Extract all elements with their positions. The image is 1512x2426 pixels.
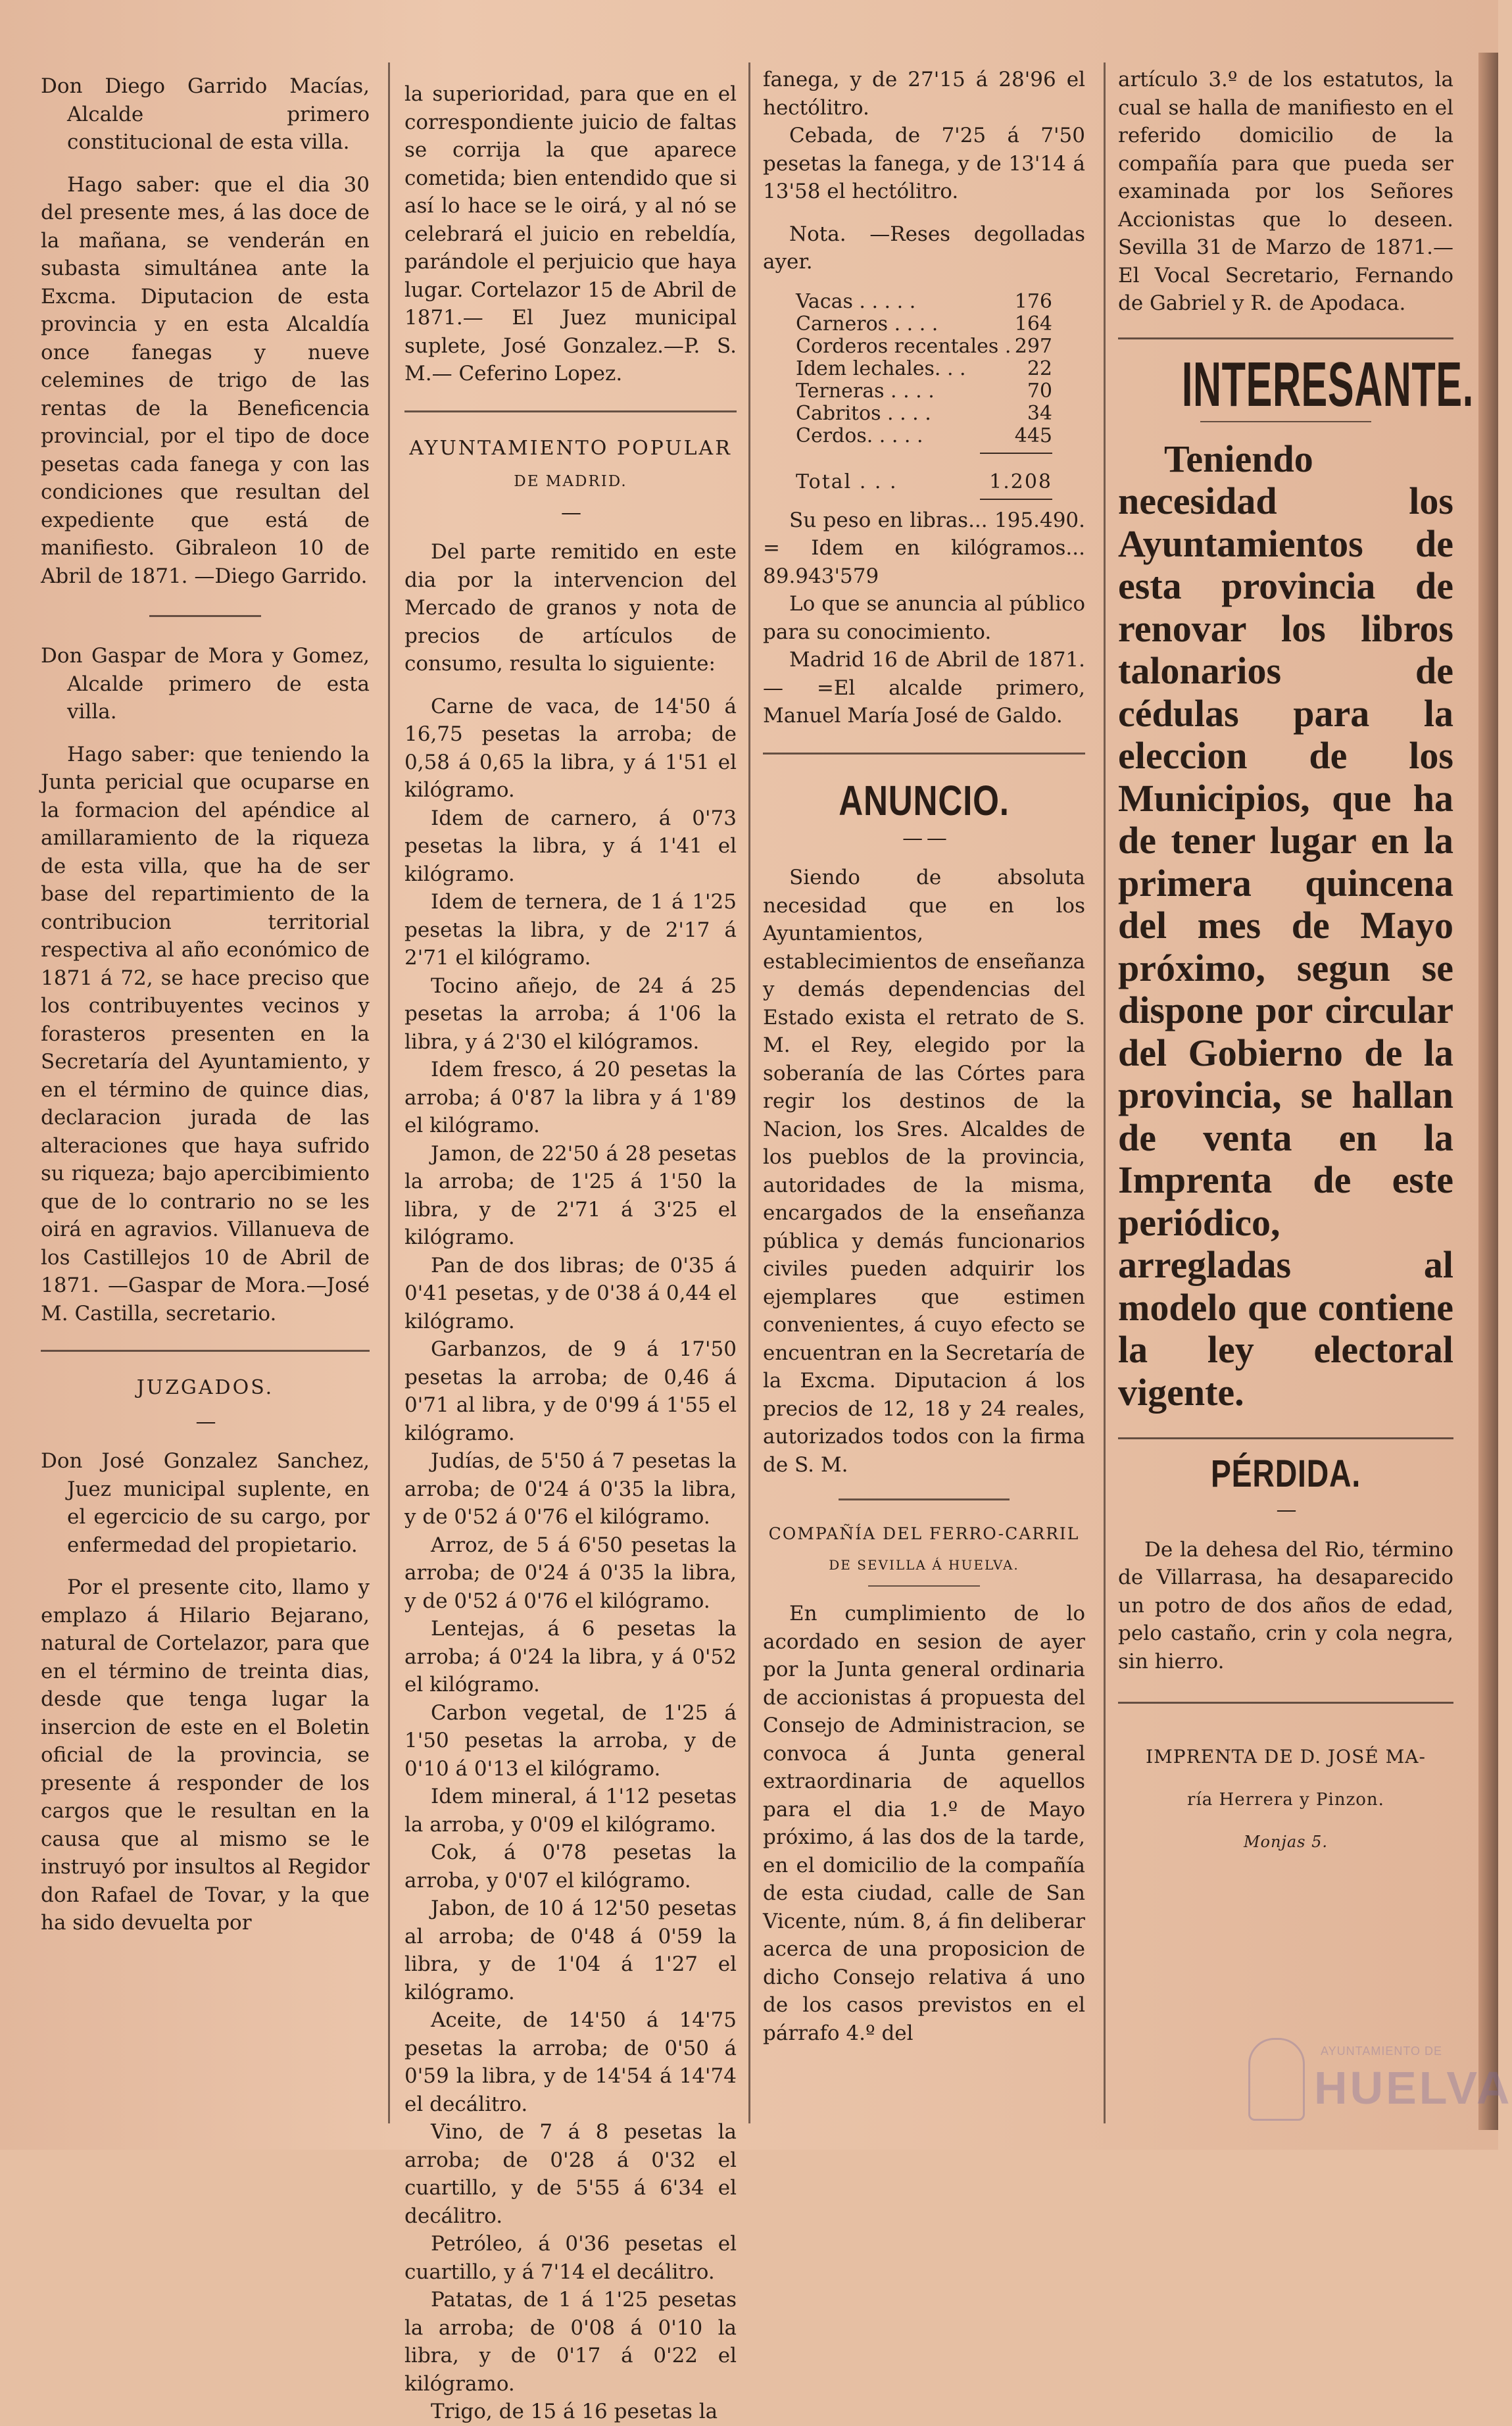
price-item: Idem mineral, á 1'12 pesetas la arroba, y 0'09 el kilógramo.	[404, 1785, 737, 1837]
price-item: Carne de vaca, de 14'50 á 16,75 pesetas la arroba; de 0,58 á 0,65 la libra, y á 1'51 el kilógramo.	[404, 694, 737, 802]
reses-row: Cerdos. . . . . 445	[796, 424, 1052, 447]
nota-title: Nota. —Reses degolladas ayer.	[763, 222, 1085, 274]
price-item: Judías, de 5'50 á 7 pesetas la arroba; de 0'24 á 0'35 la libra, y de 0'52 á 0'76 el kilógramo.	[404, 1449, 737, 1529]
column-rule	[388, 62, 390, 2123]
separator	[1118, 1437, 1453, 1439]
separator	[763, 753, 1085, 755]
notice-header: Don Diego Garrido Macías, Alcalde primero constitucional de esta villa.	[41, 74, 370, 154]
interesante-body: Teniendo necesidad los Ayuntamientos de esta provincia de renovar los libros talonarios de cédulas para la eleccion de los Municipios, que ha de tener lugar en la primera quincena del mes de Mayo próximo, segun se dispone por circular del Gobierno de la provincia, se hallan de venta en la Imprenta de este periódico, arregladas al modelo que contiene la ley electoral vigente.	[1118, 437, 1453, 1414]
price-item: Trigo, de 15 á 16 pesetas la	[431, 2400, 718, 2423]
reses-total: Total . . . 1.208	[796, 470, 1052, 493]
column-rule	[748, 62, 750, 2123]
reses-row: Vacas . . . . . 176	[796, 289, 1052, 313]
separator	[868, 1585, 980, 1587]
column-1	[41, 72, 370, 2123]
imprenta-line: Monjas 5.	[1243, 1833, 1329, 1851]
reses-row: Idem lechales. . . 22	[796, 357, 1052, 380]
company-title: COMPAÑÍA DEL FERRO-CARRIL	[768, 1524, 1080, 1543]
column-3	[763, 66, 1085, 2123]
section-title: JUZGADOS.	[136, 1376, 274, 1399]
notice-body: Hago saber: que teniendo la Junta pericial que ocuparse en la formacion del apéndice al amillaramiento de la riqueza de esta villa, que ha de ser base del repartimiento de la contribucion territorial respectiva al año económico de 1871 á 72, se hace preciso que los contribuyentes vecinos y forasteros presenten en la Secretaría del Ayuntamiento, y en el término de quince dias, declaracion jurada de las alteraciones que haya sufrido su riqueza; bajo apercibimiento que de lo contrario no se les oirá en agravios. Villanueva de los Castillejos 10 de Abril de 1871. —Gaspar de Mora.—José M. Castilla, secretario.	[41, 742, 370, 1325]
sum-line	[980, 499, 1052, 500]
separator	[1118, 1702, 1453, 1704]
section-dash: —	[1276, 1498, 1296, 1522]
separator	[1200, 421, 1371, 422]
reses-table	[796, 291, 1085, 500]
price-list	[404, 693, 737, 2426]
separator	[404, 410, 737, 412]
company-subtitle: DE SEVILLA Á HUELVA.	[829, 1556, 1019, 1573]
imprenta-line: IMPRENTA DE D. JOSÉ MA-	[1146, 1746, 1426, 1768]
reses-row: Terneras . . . . 70	[796, 379, 1052, 403]
price-item: Tocino añejo, de 24 á 25 pesetas la arroba; á 1'06 la libra, y á 2'30 el kilógramos.	[404, 974, 737, 1054]
notice-header: Don José Gonzalez Sanchez, Juez municipal suplente, en el egercicio de su cargo, por enfermedad del propietario.	[41, 1449, 370, 1557]
market-intro: Del parte remitido en este dia por la intervencion del Mercado de granos y nota de precios de artículos de consumo, resulta lo siguiente:	[404, 540, 737, 676]
price-item: Carbon vegetal, de 1'25 á 1'50 pesetas la arroba, y de 0'10 á 0'13 el kilógramo.	[404, 1700, 737, 1781]
anuncia-text: Lo que se anuncia al público para su conocimiento.	[763, 592, 1085, 644]
section-subtitle: DE MADRID.	[514, 473, 627, 490]
separator	[839, 1498, 1010, 1500]
price-item: Cok, á 0'78 pesetas la arroba, y 0'07 el kilógramo.	[404, 1841, 737, 1893]
perdida-body: De la dehesa del Rio, término de Villarrasa, ha desaparecido un potro de dos años de edad, pelo castaño, crin y cola negra, sin hierro.	[1118, 1537, 1453, 1673]
separator	[1118, 337, 1453, 339]
reses-row: Cabritos . . . . 34	[796, 401, 1052, 425]
price-item: Petróleo, á 0'36 pesetas el cuartillo, y á 7'14 el decálitro.	[404, 2232, 737, 2284]
price-item: Pan de dos libras; de 0'35 á 0'41 pesetas, y de 0'38 á 0,44 el kilógramo.	[404, 1253, 737, 1333]
column-4	[1118, 66, 1474, 2123]
stamp-big-text: HUELVA	[1314, 2062, 1512, 2114]
sum-line	[980, 453, 1052, 454]
notice-body: Hago saber: que el dia 30 del presente mes, á las doce de la mañana, se venderán en subasta simultánea ante la Excma. Diputacion de esta provincia y en esta Alcaldía once fanegas y nueve celemines de trigo de las rentas de la Beneficencia provincial, por el tipo de doce pesetas cada fanega y con las condiciones que resultan del expediente que está de manifiesto. Gibraleon 10 de Abril de 1871. —Diego Garrido.	[41, 172, 370, 588]
continuation-text: fanega, y de 27'15 á 28'96 el hectólitro.	[763, 68, 1085, 120]
separator	[41, 1350, 370, 1352]
column-2	[404, 80, 737, 2423]
anuncio-title: ANUNCIO.	[839, 776, 1010, 824]
peso-text: Su peso en libras... 195.490. = Idem en kilógramos... 89.943'579	[763, 508, 1085, 588]
stamp-small-text: AYUNTAMIENTO DE	[1321, 2044, 1443, 2058]
price-item: Idem fresco, á 20 pesetas la arroba; á 0'87 la libra y á 1'89 el kilógramo.	[404, 1058, 737, 1137]
section-dash: —	[195, 1409, 215, 1433]
perdida-title: PÉRDIDA.	[1210, 1452, 1361, 1495]
price-item: Aceite, de 14'50 á 14'75 pesetas la arroba; de 0'50 á 0'59 la libra, y de 14'54 á 14'74 el decálitro.	[404, 2008, 737, 2116]
separator	[149, 615, 261, 617]
notice-body: Por el presente cito, llamo y emplazo á Hilario Bejarano, natural de Cortelazor, para que en el término de treinta dias, desde que tenga lugar la insercion de este en el Boletin oficial de la provincia, se presente á responder de los cargos que le resultan en la causa que al mismo se le instruyó por insultos al Regidor don Rafael de Tovar, y la que ha sido devuelta por	[41, 1575, 370, 1935]
cebada-price: Cebada, de 7'25 á 7'50 pesetas la fanega, y de 13'14 á 13'58 el hectólitro.	[763, 124, 1085, 203]
price-item: Garbanzos, de 9 á 17'50 pesetas la arroba; de 0,46 á 0'71 al libra, y de 0'99 á 1'55 el kilógramo.	[404, 1337, 737, 1445]
price-item: Lentejas, á 6 pesetas la arroba; á 0'24 la libra, y á 0'52 el kilógramo.	[404, 1617, 737, 1696]
continuation-text: la superioridad, para que en el correspondiente juicio de faltas se corrija la que aparece cometida; bien entendido que si así lo hace se le oirá, y al nó se celebrará el juicio en rebeldía, parándole el perjuicio que haya lugar. Cortelazor 15 de Abril de 1871.— El Juez municipal suplete, José Gonzalez.—P. S. M.— Ceferino Lopez.	[404, 82, 737, 385]
section-title: AYUNTAMIENTO POPULAR	[409, 436, 732, 460]
price-item: Jabon, de 10 á 12'50 pesetas al arroba; de 0'48 á 0'59 la libra, y de 1'04 á 1'27 el kilógramo.	[404, 1896, 737, 2004]
coat-of-arms-icon	[1248, 2038, 1305, 2121]
price-item: Arroz, de 5 á 6'50 pesetas la arroba; de 0'24 á 0'35 la libra, y de 0'52 á 0'76 el kilógramo.	[404, 1533, 737, 1613]
archive-stamp	[1248, 2031, 1512, 2130]
reses-row: Carneros . . . . 164	[796, 312, 1052, 335]
company-body: En cumplimiento de lo acordado en sesion de ayer por la Junta general ordinaria de accionistas á propuesta del Consejo de Administracion, se convoca á Junta general extraordinaria de aquellos para el dia 1.º de Mayo próximo, á las dos de la tarde, en el domicilio de la compañía de esta ciudad, calle de San Vicente, núm. 8, á fin deliberar acerca de una proposicion de dicho Consejo relativa á uno de los casos previstos en el párrafo 4.º del	[763, 1602, 1085, 2045]
imprenta-line: ría Herrera y Pinzon.	[1187, 1789, 1384, 1810]
price-item: Jamon, de 22'50 á 28 pesetas la arroba; de 1'25 á 1'50 la libra, y de 2'71 á 3'25 el kilógramo.	[404, 1141, 737, 1249]
price-item: Idem de carnero, á 0'73 pesetas la libra, y á 1'41 el kilógramo.	[404, 806, 737, 886]
interesante-title: INTERESANTE.	[1181, 349, 1474, 420]
price-item: Vino, de 7 á 8 pesetas la arroba; de 0'28 á 0'32 el cuartillo, y de 5'55 á 6'34 el decálitro.	[404, 2120, 737, 2228]
reses-row: Corderos recentales . 297	[796, 334, 1052, 358]
notice-header: Don Gaspar de Mora y Gomez, Alcalde primero de esta villa.	[41, 644, 370, 724]
anuncio-body: Siendo de absoluta necesidad que en los Ayuntamientos, establecimientos de enseñanza y demás dependencias del Estado exista el retrato de S. M. el Rey, elegido por la soberanía de las Córtes para regir los destinos de la Nacion, los Sres. Alcaldes de los pueblos de la provincia, autoridades de la misma, encargados de la enseñanza pública y demás funcionarios civiles pueden adquirir los ejemplares que estimen convenientes, á cuyo efecto se encuentran en la Secretaría de la Excma. Diputacion á los precios de 12, 18 y 24 reales, autorizados todos con la firma de S. M.	[763, 866, 1085, 1477]
page-edge	[1478, 53, 1498, 2130]
column-rule	[1104, 62, 1106, 2123]
firma-text: Madrid 16 de Abril de 1871.— =El alcalde primero, Manuel María José de Galdo.	[763, 648, 1085, 728]
section-dash: —	[561, 500, 580, 524]
section-dash: — —	[902, 826, 946, 850]
price-item: Patatas, de 1 á 1'25 pesetas la arroba; de 0'08 á 0'10 la libra, y de 0'17 á 0'22 el kilógramo.	[404, 2288, 737, 2396]
continuation-text: artículo 3.º de los estatutos, la cual se halla de manifiesto en el referido domicilio de la compañía para que pueda ser examinada por los Señores Accionistas que lo deseen. Sevilla 31 de Marzo de 1871.—El Vocal Secretario, Fernando de Gabriel y R. de Apodaca.	[1118, 68, 1453, 315]
price-item: Idem de ternera, de 1 á 1'25 pesetas la libra, y de 2'17 á 2'71 el kilógramo.	[404, 890, 737, 970]
